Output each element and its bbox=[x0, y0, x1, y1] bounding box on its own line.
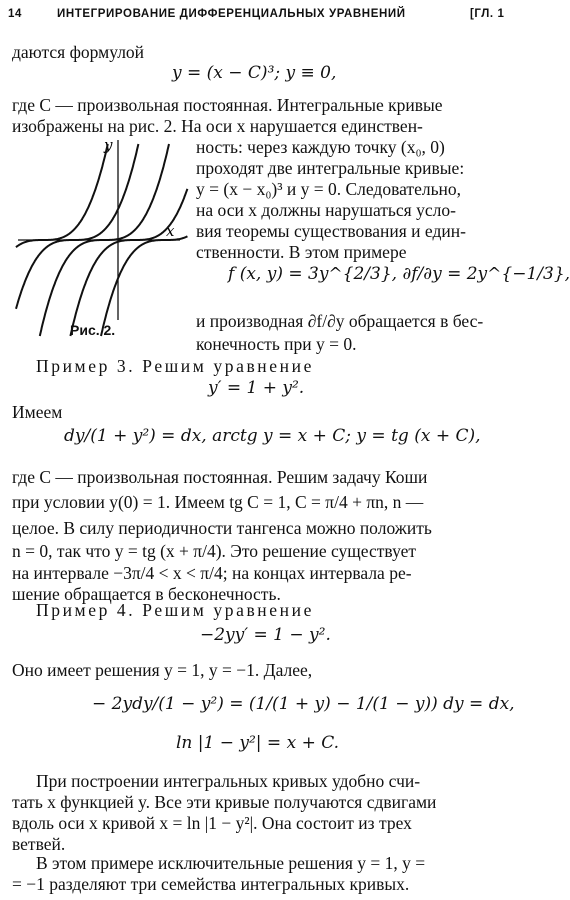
text-line: ственности. В этом примере bbox=[196, 242, 407, 262]
text-line: изображены на рис. 2. На оси x нарушается единствен- bbox=[12, 116, 423, 136]
text-line: Имеем bbox=[12, 402, 63, 422]
text-line: на интервале −3π/4 < x < π/4; на концах интервала ре- bbox=[12, 563, 412, 583]
integral-curves-figure bbox=[14, 136, 190, 328]
text-line: даются формулой bbox=[12, 42, 145, 62]
text-line: где C — произвольная постоянная. Интегральные кривые bbox=[12, 95, 443, 115]
text-line: целое. В силу периодичности тангенса можно положить bbox=[12, 518, 432, 538]
equation: ln |1 − y²| = x + C. bbox=[176, 733, 340, 753]
page-number: 14 bbox=[8, 8, 22, 20]
text-line: n = 0, так что y = tg (x + π/4). Это решение существует bbox=[12, 541, 417, 561]
integral-curve bbox=[70, 189, 187, 336]
integral-curve bbox=[16, 144, 108, 247]
chapter-label: [ГЛ. 1 bbox=[470, 8, 505, 20]
text-line: где C — произвольная постоянная. Решим задачу Коши bbox=[12, 467, 428, 487]
equation: − 2ydy/(1 − y²) = (1/(1 + y) − 1/(1 − y)) dy = dx, bbox=[92, 694, 515, 714]
equation: −2yy′ = 1 − y². bbox=[200, 625, 331, 645]
text-line: проходят две интегральные кривые: bbox=[196, 158, 465, 178]
text-line: ветвей. bbox=[12, 834, 66, 854]
text-line: = −1 разделяют три семейства интегральных кривых. bbox=[12, 874, 410, 894]
text-line: y = (x − x₀)³ и y = 0. Следовательно, bbox=[196, 179, 462, 199]
figure-caption: Рис. 2. bbox=[70, 322, 116, 338]
text-line: В этом примере исключительные решения y = 1, y = bbox=[36, 853, 426, 873]
text-line: ность: через каждую точку (x₀, 0) bbox=[196, 137, 445, 157]
equation: y′ = 1 + y². bbox=[208, 378, 305, 398]
text-line: на оси x должны нарушаться усло- bbox=[196, 200, 456, 220]
text-line: при условии y(0) = 1. Имеем tg C = 1, C = π/4 + πn, n — bbox=[12, 492, 424, 512]
x-axis-label: x bbox=[166, 222, 175, 240]
text-line: Оно имеет решения y = 1, y = −1. Далее, bbox=[12, 660, 313, 680]
running-title: ИНТЕГРИРОВАНИЕ ДИФФЕРЕНЦИАЛЬНЫХ УРАВНЕНИЙ bbox=[57, 8, 406, 20]
text-line: вдоль оси x кривой x = ln |1 − y²|. Она состоит из трех bbox=[12, 813, 412, 833]
equation: f (x, y) = 3y^{2/3}, ∂f/∂y = 2y^{−1/3}, bbox=[228, 264, 570, 284]
example-heading: Пример 3. Решим уравнение bbox=[36, 356, 314, 376]
text-line: При построении интегральных кривых удобно счи- bbox=[36, 771, 421, 791]
text-line: шение обращается в бесконечность. bbox=[12, 584, 281, 604]
y-axis-label: y bbox=[104, 136, 113, 154]
curve-group bbox=[16, 144, 187, 336]
text-line: и производная ∂f/∂y обращается в бес- bbox=[196, 311, 484, 331]
equation: y = (x − C)³; y ≡ 0, bbox=[172, 63, 337, 83]
example-heading: Пример 4. Решим уравнение bbox=[36, 600, 314, 620]
text-line: вия теоремы существования и един- bbox=[196, 221, 466, 241]
text-line: тать x функцией y. Все эти кривые получаются сдвигами bbox=[12, 792, 437, 812]
text-line: конечность при y = 0. bbox=[196, 334, 357, 354]
equation: dy/(1 + y²) = dx, arctg y = x + C; y = tg (x + C), bbox=[64, 426, 481, 446]
